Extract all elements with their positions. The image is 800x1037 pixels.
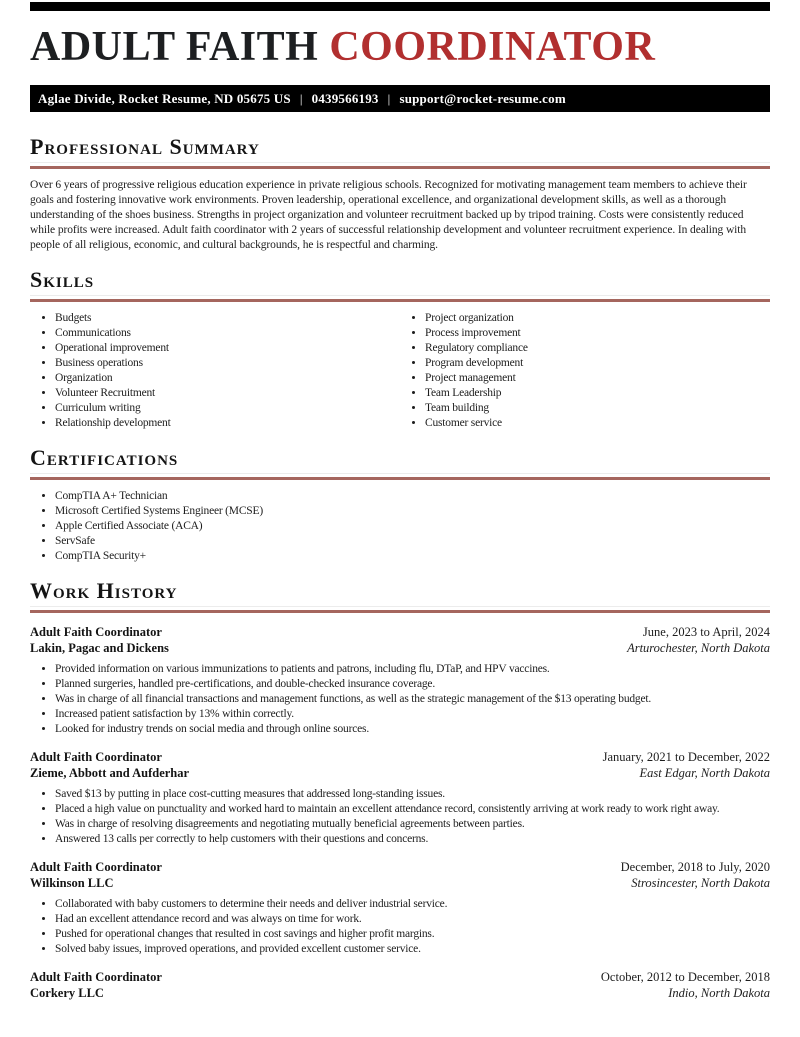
job-company: Zieme, Abbott and Aufderhar [30,765,190,780]
skill-item: • Process improvement [425,326,770,341]
skill-item: • Regulatory compliance [425,341,770,356]
job-location: Strosincester, North Dakota [631,875,770,890]
job-dates: June, 2023 to April, 2024 [642,625,770,639]
job-bullet: • Increased patient satisfaction by 13% within correctly. [55,707,770,722]
job-location: Indio, North Dakota [668,985,770,1000]
section-accent-rule [30,610,770,613]
job-title-row [30,625,770,641]
contact-separator: | [387,91,391,106]
title-text-accent: COORDINATOR [329,24,656,70]
job-bullet: • Placed a high value on punctuality and worked hard to maintain an excellent attendance record, consistently arriving at work ready to work right away. [55,802,770,817]
section-accent-rule [30,477,770,480]
job-bullet: • Was in charge of resolving disagreements and negotiating mutually beneficial agreements between parties. [55,817,770,832]
skill-item: • Communications [55,326,400,341]
job-title: Adult Faith Coordinator [30,970,162,984]
certification-item: • ServSafe [55,534,770,549]
skill-item: • Curriculum writing [55,401,400,416]
job-bullet: • Planned surgeries, handled pre-certifications, and double-checked insurance coverage. [55,677,770,692]
skill-item: • Organization [55,371,400,386]
skill-item: • Operational improvement [55,341,400,356]
certification-item: • CompTIA Security+ [55,549,770,564]
skills-list-left [30,311,400,431]
job-entry [30,625,770,737]
skill-item: • Business operations [55,356,400,371]
job-bullet-list [30,897,770,957]
certification-item: • Apple Certified Associate (ACA) [55,519,770,534]
job-bullet: • Was in charge of all financial transactions and management functions, as well as the strategic management of the $13 operating budget. [55,692,770,707]
top-accent-bar [30,2,770,11]
job-bullet-list [30,662,770,737]
job-company: Wilkinson LLC [30,875,114,890]
summary-text: Over 6 years of progressive religious education experience in private religious schools. Recognized for motivating management team members to achieve their goals and fostering innovative work environments. Proven leadership, operational excellence, and organizational development skills, as well as a thorough understanding of the shoes business. Strengths in project organization and volunteer recruitment backed up by tripod training. Costs were consistently reduced while profits were increased. Adult faith coordinator with 2 years of successful relationship development and volunteer recruitment experience. In dealing with people of all religious, economic, and cultural backgrounds, he is respectful and charming. [30,179,747,251]
section-work-history [30,580,770,1001]
section-skills [30,269,770,431]
job-bullet: • Saved $13 by putting in place cost-cutting measures that addressed long-standing issues. [55,787,770,802]
contact-phone: 0439566193 [311,91,379,106]
job-title-row [30,750,770,766]
section-certifications [30,447,770,564]
title-text-primary: ADULT FAITH [30,24,319,70]
contact-bar [30,85,770,112]
section-heading: Professional Summary [30,136,770,163]
section-heading: Skills [30,269,770,296]
job-title-row [30,860,770,876]
skill-item: • Relationship development [55,416,400,431]
job-company-row [30,876,770,892]
job-title: Adult Faith Coordinator [30,625,162,639]
job-title: Adult Faith Coordinator [30,750,162,764]
job-company-row [30,641,770,657]
job-company: Lakin, Pagac and Dickens [30,640,169,655]
job-location: East Edgar, North Dakota [639,765,770,780]
job-bullet: • Answered 13 calls per correctly to help customers with their questions and concerns. [55,832,770,847]
job-dates: December, 2018 to July, 2020 [620,860,770,874]
job-company-row [30,986,770,1002]
skill-item: • Team building [425,401,770,416]
job-company: Corkery LLC [30,985,104,1000]
job-dates: October, 2012 to December, 2018 [600,970,770,984]
contact-separator: | [299,91,303,106]
job-entry [30,860,770,957]
section-heading: Certifications [30,447,770,474]
job-title-row [30,970,770,986]
certification-item: • CompTIA A+ Technician [55,489,770,504]
section-accent-rule [30,166,770,169]
certification-item: • Microsoft Certified Systems Engineer (MCSE) [55,504,770,519]
page-title [30,25,770,69]
skill-item: • Program development [425,356,770,371]
job-bullet: • Provided information on various immunizations to patients and patrons, including flu, DTaP, and HPV vaccines. [55,662,770,677]
skills-columns [30,302,770,431]
resume-page [0,2,800,1001]
job-entry [30,970,770,1001]
skill-item: • Budgets [55,311,400,326]
skill-item: • Project management [425,371,770,386]
job-location: Arturochester, North Dakota [627,640,770,655]
skill-item: • Project organization [425,311,770,326]
job-bullet: • Pushed for operational changes that resulted in cost savings and higher profit margins. [55,927,770,942]
job-bullet-list [30,787,770,847]
job-entry [30,750,770,847]
job-bullet: • Collaborated with baby customers to determine their needs and deliver industrial service. [55,897,770,912]
job-bullet: • Looked for industry trends on social media and through online sources. [55,722,770,737]
job-title: Adult Faith Coordinator [30,860,162,874]
contact-email: support@rocket-resume.com [399,91,566,106]
skill-item: • Customer service [425,416,770,431]
skill-item: • Volunteer Recruitment [55,386,400,401]
job-bullet: • Had an excellent attendance record and was always on time for work. [55,912,770,927]
skills-list-right [400,311,770,431]
job-dates: January, 2021 to December, 2022 [602,750,770,764]
skill-item: • Team Leadership [425,386,770,401]
job-bullet: • Solved baby issues, improved operations, and provided excellent customer service. [55,942,770,957]
section-professional-summary [30,136,770,253]
certifications-list [30,489,770,564]
section-heading: Work History [30,580,770,607]
contact-address: Aglae Divide, Rocket Resume, ND 05675 US [38,91,291,106]
job-company-row [30,766,770,782]
